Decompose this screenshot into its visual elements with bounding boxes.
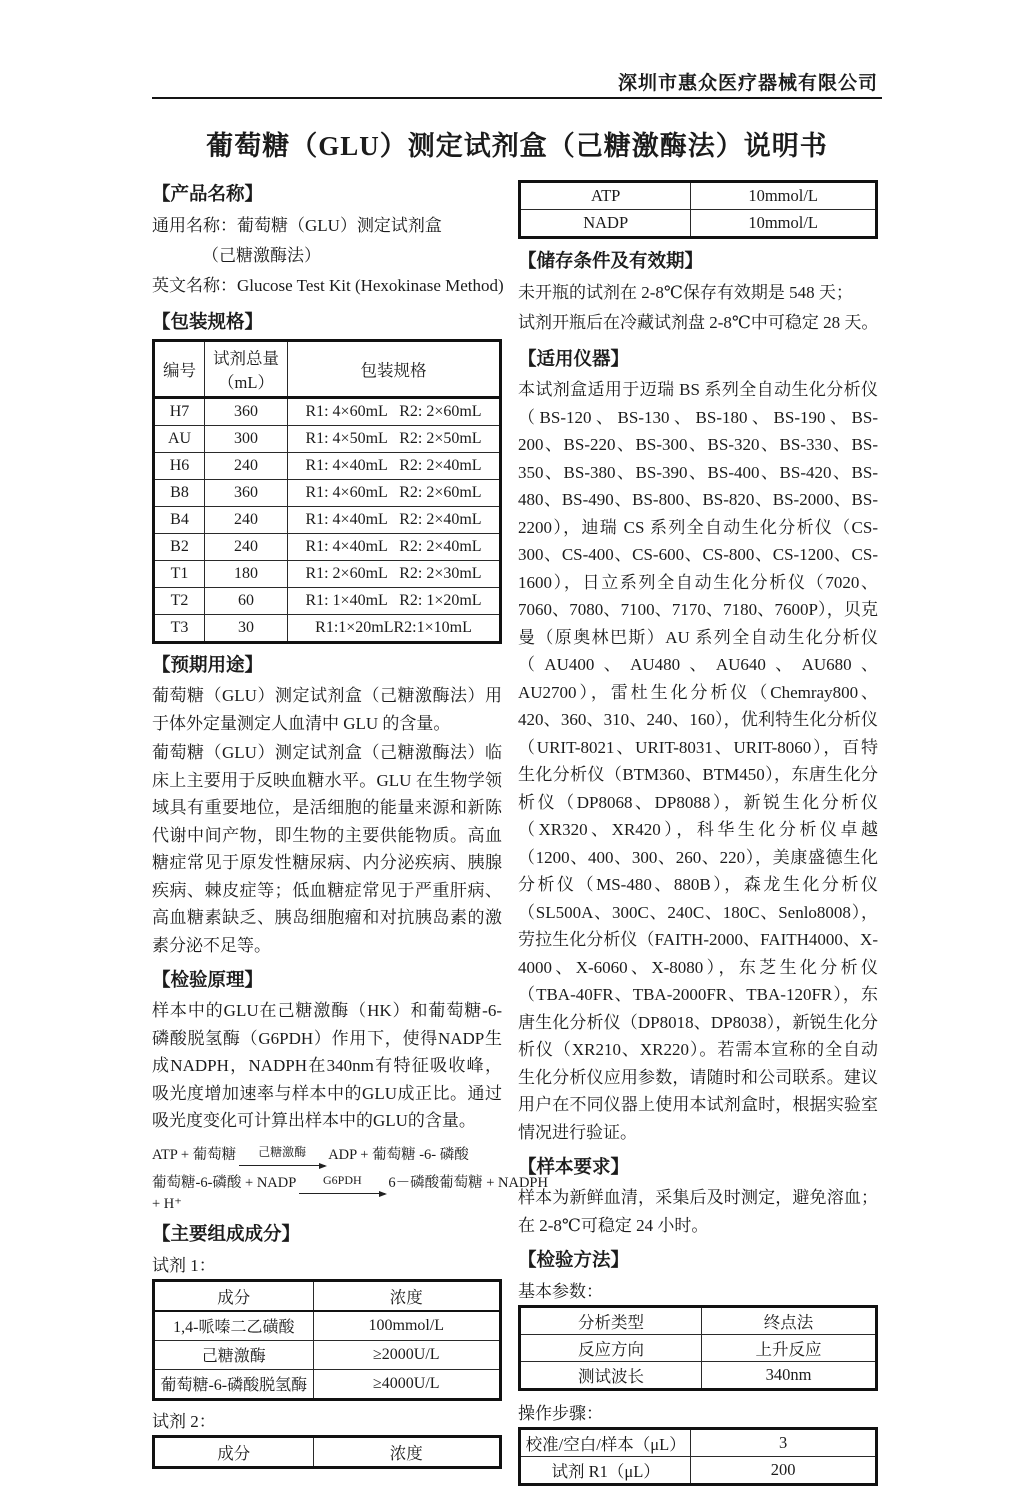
- table-cell: R1: 2×60mL R2: 2×30mL: [288, 561, 501, 588]
- table-cell: 360: [205, 480, 288, 507]
- column-header-line: （mL）: [218, 373, 274, 392]
- enzyme-label: G6PDH: [322, 1172, 362, 1187]
- steps-label: 操作步骤：: [518, 1404, 603, 1423]
- company-name: 深圳市惠众医疗器械有限公司: [617, 73, 878, 94]
- table-row: [154, 398, 501, 426]
- table-cell: 3: [691, 1429, 877, 1457]
- reagent2-continuation-table: [518, 180, 878, 239]
- table-row: [520, 182, 877, 210]
- table-cell: T3: [154, 615, 205, 643]
- reagent2-table-header: [152, 1435, 502, 1469]
- product-generic-name: 通用名称：葡萄糖（GLU）测定试剂盒: [152, 216, 442, 235]
- table-cell: T2: [154, 588, 205, 615]
- reaction-equation-2: [152, 1171, 548, 1192]
- reaction-equation-1: [152, 1143, 502, 1164]
- table-row: [154, 426, 501, 453]
- table-cell: 240: [205, 453, 288, 480]
- table-cell: 葡萄糖-6-磷酸脱氢酶: [154, 1369, 314, 1399]
- section-heading-principle: 【检验原理】: [152, 971, 264, 991]
- column-header: [205, 341, 288, 398]
- section-heading-sample: 【样本要求】: [518, 1158, 630, 1178]
- table-cell: 10mmol/L: [691, 210, 877, 238]
- table-cell: B4: [154, 507, 205, 534]
- table-cell: 240: [205, 507, 288, 534]
- table-cell: ≥2000U/L: [313, 1340, 500, 1369]
- table-row: [520, 1335, 877, 1362]
- product-english-name: 英文名称：Glucose Test Kit (Hexokinase Method): [152, 276, 504, 295]
- principle-paragraph: 样本中的GLU在己糖激酶（HK）和葡萄糖-6-磷酸脱氢酶（G6PDH）作用下，使得NADP生成NADPH，NADPH在340nm有特征吸收峰，吸光度增加速率与样本中的GLU成正比。通过吸光度变化可计算出样本中的GLU的含量。: [152, 1001, 502, 1130]
- table-header-row: [154, 1436, 501, 1467]
- table-cell: 分析类型: [520, 1307, 702, 1335]
- storage-line-1: 未开瓶的试剂在 2-8℃保存有效期是 548 天；: [518, 283, 853, 302]
- table-cell: 试剂 R1（μL）: [520, 1457, 691, 1485]
- table-row: [154, 588, 501, 615]
- equation-rhs: ADP + 葡萄糖 -6- 磷酸: [328, 1146, 469, 1163]
- reagent2-label: 试剂 2：: [152, 1411, 216, 1431]
- table-cell: AU: [154, 426, 205, 453]
- table-cell: 己糖激酶: [154, 1340, 314, 1369]
- table-cell: R1:1×20mLR2:1×10mL: [288, 615, 501, 643]
- section-heading-storage: 【储存条件及有效期】: [518, 252, 704, 272]
- table-row: [520, 1307, 877, 1335]
- table-cell: 360: [205, 398, 288, 426]
- table-cell: 30: [205, 615, 288, 643]
- table-cell: R1: 4×40mL R2: 2×40mL: [288, 453, 501, 480]
- table-row: [154, 561, 501, 588]
- table-row: [154, 453, 501, 480]
- section-heading-intended-use: 【预期用途】: [152, 656, 264, 676]
- column-header: 包装规格: [288, 341, 501, 398]
- basic-params-table: [518, 1305, 878, 1391]
- column-header: 浓度: [313, 1280, 500, 1311]
- equation-lhs: 葡萄糖-6-磷酸 + NADP: [152, 1174, 297, 1191]
- reagent1-table: [152, 1279, 502, 1401]
- table-cell: R1: 4×60mL R2: 2×60mL: [288, 480, 501, 507]
- table-cell: R1: 4×50mL R2: 2×50mL: [288, 426, 501, 453]
- table-cell: 340nm: [702, 1362, 877, 1390]
- table-cell: 100mmol/L: [313, 1311, 500, 1341]
- instruments-paragraph: 本试剂盒适用于迈瑞 BS 系列全自动生化分析仪（BS-120、BS-130、BS-180、BS-190、BS-200、BS-220、BS-300、BS-320、BS-330、BS-350、BS-380、BS-390、BS-400、BS-420、BS-480、BS-490、BS-800、BS-820、BS-2000、BS-2200），迪瑞 CS 系列全自动生化分析仪（CS-300、CS-400、CS-600、CS-800、CS-1200、CS-1600），日立系列全自动生化分析仪（7020、7060、7080、7100、7170、7180、7600P），贝克曼（原奥林巴斯）AU 系列全自动生化分析仪（AU400、AU480、AU640、AU680、AU2700），雷杜生化分析仪（Chemray800、420、360、310、240、160），优利特生化分析仪（URIT-8021、URIT-8031、URIT-8060），百特生化分析仪（BTM360、BTM450），东唐生化分析仪（DP8068、DP8088），新锐生化分析仪（XR320、XR420），科华生化分析仪卓越（1200、400、300、260、220），美康盛德生化分析仪（MS-480、880B），森龙生化分析仪（SL500A、300C、240C、180C、Senlo8008），劳拉生化分析仪（FAITH-2000、FAITH4000、X-4000、X-6060、X-8080），东芝生化分析仪（TBA-40FR、TBA-2000FR、TBA-120FR），东唐生化分析仪（DP8018、DP8038），新锐生化分析仪（XR210、XR220）。若需本宣称的全自动生化分析仪应用参数，请随时和公司联系。建议用户在不同仪器上使用本试剂盒时，根据实验室情况进行验证。: [518, 380, 878, 1142]
- section-heading-method: 【检验方法】: [518, 1251, 630, 1271]
- table-row: [154, 1340, 501, 1369]
- reaction-arrow-icon: [299, 1174, 385, 1194]
- table-row: [154, 1369, 501, 1399]
- table-cell: 反应方向: [520, 1335, 702, 1362]
- table-row: [154, 615, 501, 643]
- table-cell: B8: [154, 480, 205, 507]
- table-cell: 10mmol/L: [691, 182, 877, 210]
- table-row: [154, 480, 501, 507]
- table-header-row: [154, 341, 501, 398]
- table-row: [520, 210, 877, 238]
- table-cell: B2: [154, 534, 205, 561]
- intended-use-paragraph-2: 葡萄糖（GLU）测定试剂盒（己糖激酶法）临床上主要用于反映血糖水平。GLU 在生物学领域具有重要地位，是活细胞的能量来源和新陈代谢中间产物，即生物的主要供能物质。高血糖症常见于原发性糖尿病、内分泌疾病、胰腺疾病、棘皮症等；低血糖症常见于严重肝病、高血糖素缺乏、胰岛细胞瘤和对抗胰岛素的激素分泌不足等。: [152, 743, 502, 955]
- table-row: [154, 1311, 501, 1341]
- table-cell: H7: [154, 398, 205, 426]
- equation-lhs: ATP + 葡萄糖: [152, 1146, 237, 1163]
- reaction-equations: [152, 1143, 548, 1213]
- product-generic-name-cont: （己糖激酶法）: [202, 246, 321, 265]
- enzyme-label: 己糖激酶: [258, 1144, 307, 1159]
- column-header-line: 试剂总量: [213, 349, 279, 368]
- table-cell: 终点法: [702, 1307, 877, 1335]
- table-cell: R1: 1×40mL R2: 1×20mL: [288, 588, 501, 615]
- packaging-table: [152, 339, 502, 644]
- table-cell: 240: [205, 534, 288, 561]
- reaction-equation-2-continuation: + H⁺: [152, 1195, 182, 1212]
- intended-use-paragraph-1: 葡萄糖（GLU）测定试剂盒（己糖激酶法）用于体外定量测定人血清中 GLU 的含量。: [152, 686, 502, 733]
- section-heading-instruments: 【适用仪器】: [518, 350, 630, 370]
- storage-line-2: 试剂开瓶后在冷藏试剂盘 2-8℃中可稳定 28 天。: [518, 313, 879, 332]
- page-title: 葡萄糖（GLU）测定试剂盒（己糖激酶法）说明书: [206, 131, 828, 161]
- steps-table: [518, 1427, 878, 1486]
- table-row: [154, 534, 501, 561]
- table-row: [520, 1429, 877, 1457]
- table-cell: 60: [205, 588, 288, 615]
- section-heading-product-name: 【产品名称】: [152, 185, 264, 205]
- left-column: [152, 178, 548, 1475]
- table-header-row: [154, 1280, 501, 1311]
- table-cell: 校准/空白/样本（μL）: [520, 1429, 691, 1457]
- table-row: [520, 1457, 877, 1485]
- table-cell: 300: [205, 426, 288, 453]
- table-row: [520, 1362, 877, 1390]
- table-cell: 200: [691, 1457, 877, 1485]
- table-cell: ≥4000U/L: [313, 1369, 500, 1399]
- equation-rhs: 6－磷酸葡萄糖 + NADPH: [388, 1174, 548, 1191]
- table-cell: 上升反应: [702, 1335, 877, 1362]
- table-cell: T1: [154, 561, 205, 588]
- header-divider: [152, 97, 882, 99]
- sample-paragraph: 样本为新鲜血清，采集后及时测定，避免溶血；在 2-8℃可稳定 24 小时。: [518, 1188, 878, 1235]
- table-cell: 180: [205, 561, 288, 588]
- right-column: [518, 178, 878, 1494]
- table-cell: R1: 4×60mL R2: 2×60mL: [288, 398, 501, 426]
- table-cell: 测试波长: [520, 1362, 702, 1390]
- table-cell: R1: 4×40mL R2: 2×40mL: [288, 534, 501, 561]
- table-cell: ATP: [520, 182, 691, 210]
- section-heading-packaging: 【包装规格】: [152, 313, 264, 333]
- reagent1-label: 试剂 1：: [152, 1255, 216, 1275]
- basic-params-label: 基本参数：: [518, 1282, 603, 1301]
- reaction-arrow-icon: [239, 1146, 325, 1166]
- table-row: [154, 507, 501, 534]
- table-cell: H6: [154, 453, 205, 480]
- table-cell: R1: 4×40mL R2: 2×40mL: [288, 507, 501, 534]
- table-cell: NADP: [520, 210, 691, 238]
- table-cell: 1,4-哌嗪二乙磺酸: [154, 1311, 314, 1341]
- column-header: 浓度: [313, 1436, 500, 1467]
- column-header: 成分: [154, 1436, 314, 1467]
- column-header: 编号: [154, 341, 205, 398]
- column-header: 成分: [154, 1280, 314, 1311]
- section-heading-composition: 【主要组成成分】: [152, 1224, 301, 1245]
